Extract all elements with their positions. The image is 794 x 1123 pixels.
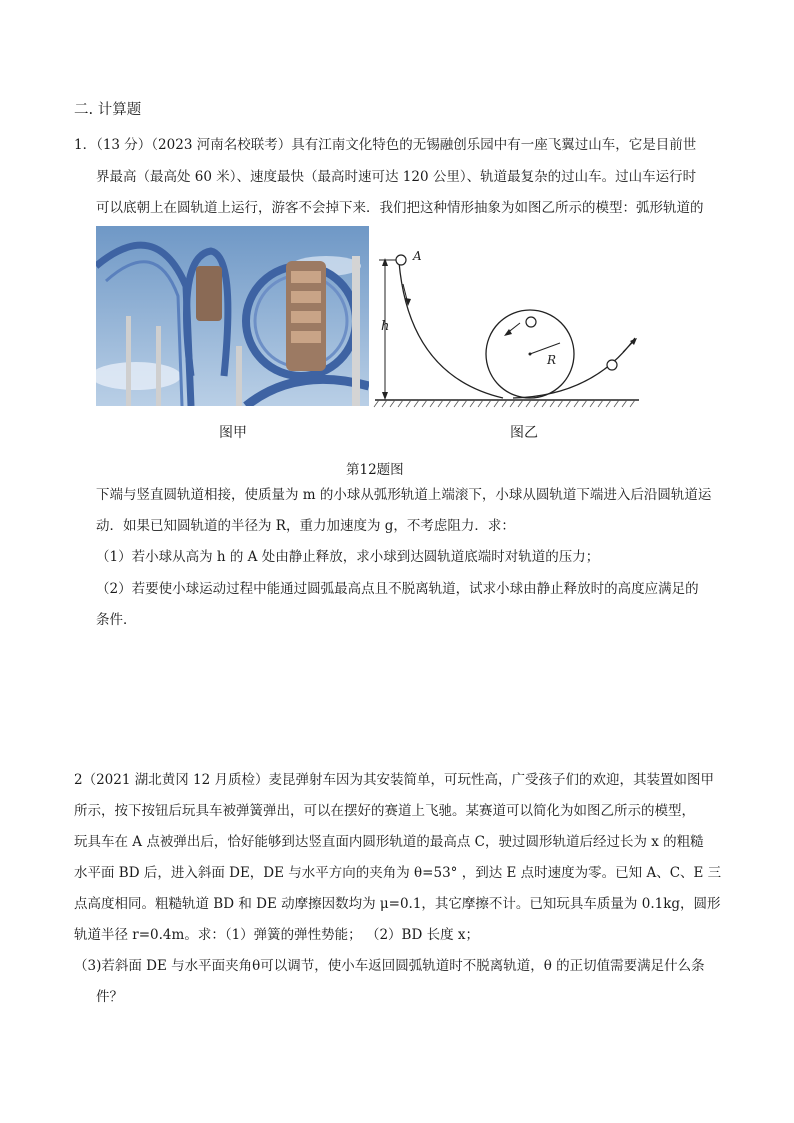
- caption-figure-b: 图乙: [510, 425, 538, 441]
- q2-line-5: 点高度相同。粗糙轨道 BD 和 DE 动摩擦因数均为 μ=0.1，其它摩擦不计。已知玩具车质量为 0.1kg，圆形: [74, 896, 721, 912]
- q1-after-line-1: 下端与竖直圆轨道相接，使质量为 m 的小球从弧形轨道上端滚下，小球从圆轨道下端进入后沿圆轨道运: [96, 487, 712, 503]
- figure-title: 第12题图: [346, 462, 404, 478]
- q2-line-6: 轨道半径 r=0.4m。求：（1）弹簧的弹性势能； （2）BD 长度 x；: [74, 927, 479, 943]
- caption-figure-a: 图甲: [219, 425, 247, 441]
- q1-line-2: 界最高（最高处 60 米）、速度最快（最高时速可达 120 公里）、轨道最复杂的过山车。过山车运行时: [96, 169, 697, 185]
- q2-line-4: 水平面 BD 后，进入斜面 DE，DE 与水平方向的夹角为 θ=53° ，到达 E 点时速度为零。已知 A、C、E 三: [74, 865, 722, 881]
- q1-after-line-2: 动．如果已知圆轨道的半径为 R，重力加速度为 g，不考虑阻力．求：: [96, 518, 515, 534]
- q2-line-2: 所示，按下按钮后玩具车被弹簧弹出，可以在摆好的赛道上飞驰。某赛道可以简化为如图乙所示的模型，: [74, 803, 695, 819]
- q1-part-2-cont: 条件．: [96, 612, 137, 628]
- q2-line-1: 2（2021 湖北黄冈 12 月质检）麦昆弹射车因为其安装简单，可玩性高，广受孩子们的欢迎，其装置如图甲: [74, 772, 714, 788]
- label-h: h: [381, 319, 390, 334]
- track-diagram: [373, 226, 641, 411]
- section-title: 二. 计算题: [74, 102, 142, 118]
- q2-part-3: （3)若斜面 DE 与水平面夹角θ可以调节，使小车返回圆弧轨道时不脱离轨道，θ 的正切值需要满足什么条: [74, 958, 705, 974]
- label-R: R: [547, 353, 557, 367]
- q2-part-3-cont: 件？: [96, 989, 123, 1005]
- roller-coaster-photo: [96, 226, 369, 406]
- q1-part-1: （1）若小球从高为 h 的 A 处由静止释放，求小球到达圆轨道底端时对轨道的压力；: [96, 549, 600, 565]
- q1-part-2: （2）若要使小球运动过程中能通过圆弧最高点且不脱离轨道，试求小球由静止释放时的高度应满足的: [96, 581, 699, 597]
- q2-line-3: 玩具车在 A 点被弹出后，恰好能够到达竖直面内圆形轨道的最高点 C，驶过圆形轨道后经过长为 x 的粗糙: [74, 834, 704, 850]
- q1-line-3: 可以底朝上在圆轨道上运行，游客不会掉下来．我们把这种情形抽象为如图乙所示的模型：弧形轨道的: [96, 200, 704, 216]
- label-A: A: [413, 249, 422, 263]
- q1-line-1: 1．（13 分）（2023 河南名校联考）具有江南文化特色的无锡融创乐园中有一座飞翼过山车，它是目前世: [74, 137, 697, 153]
